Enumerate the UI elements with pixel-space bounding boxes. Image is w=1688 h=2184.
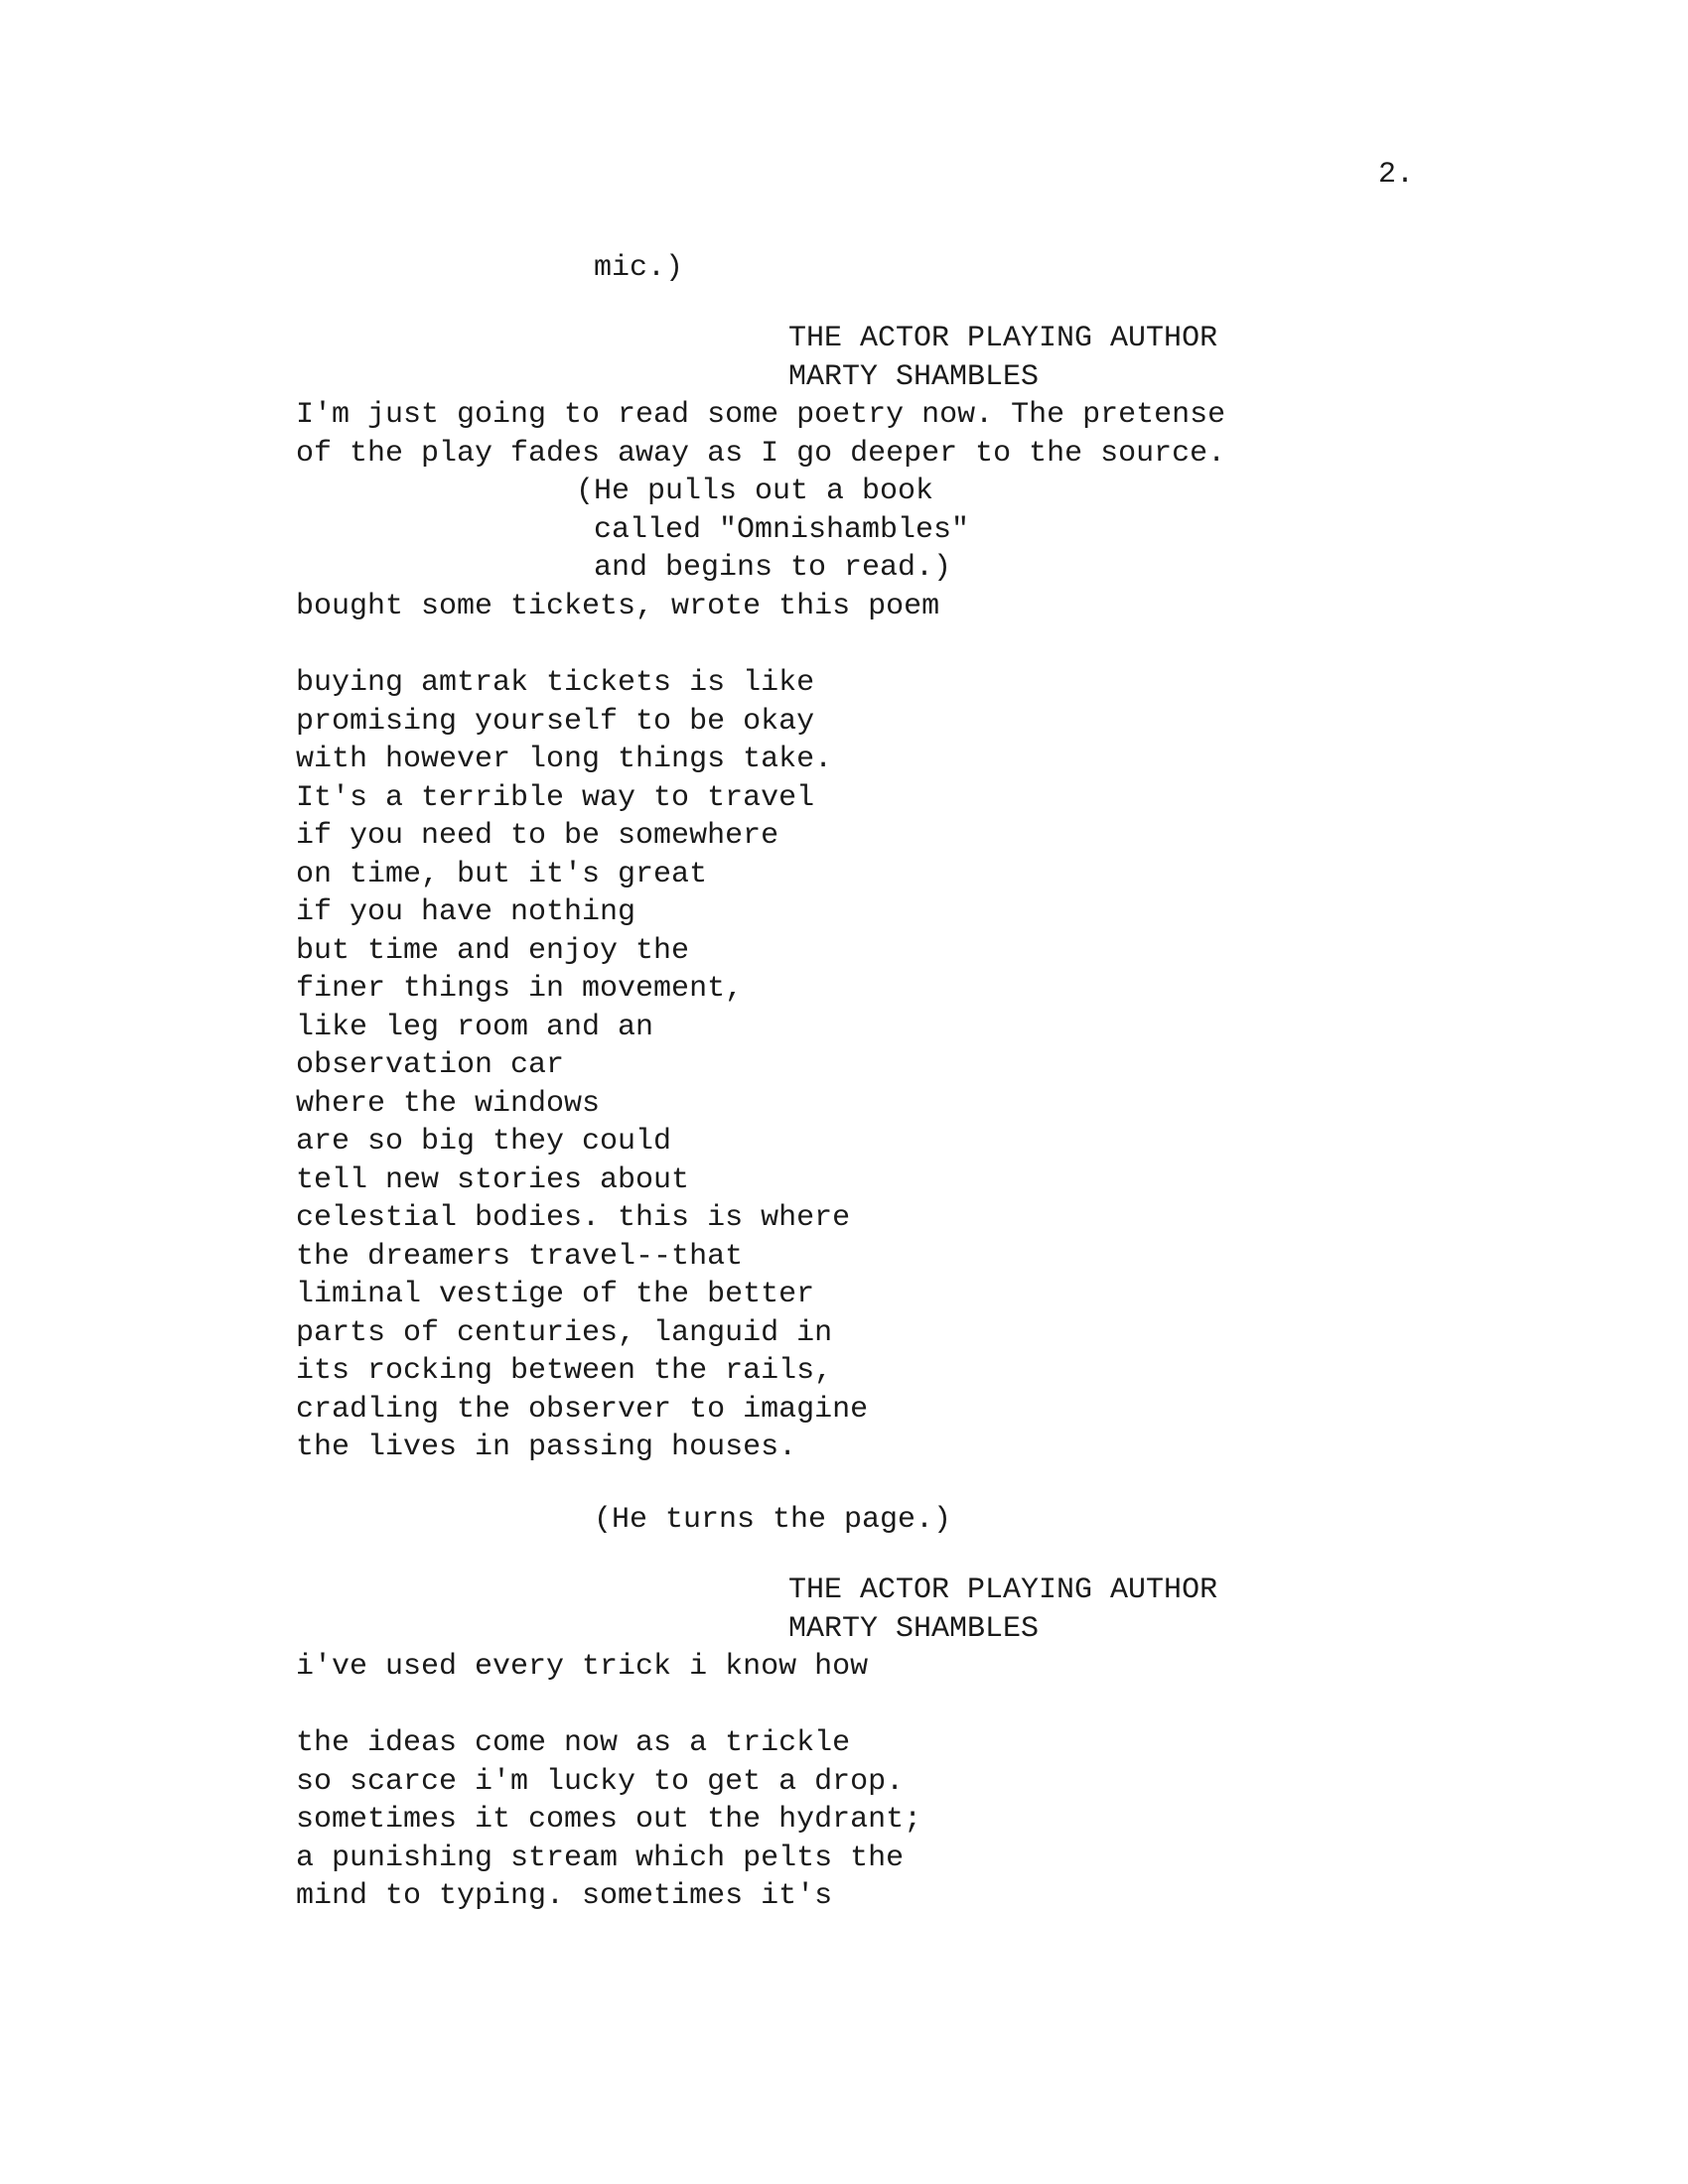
poem-block-2 bbox=[296, 1648, 921, 1916]
parenthetical-line: and begins to read.) bbox=[594, 551, 952, 585]
poem-line: a punishing stream which pelts the bbox=[296, 1841, 905, 1875]
page-number: 2. bbox=[1378, 158, 1415, 192]
character-name-line: THE ACTOR PLAYING AUTHOR bbox=[788, 322, 1218, 355]
poem-line: the lives in passing houses. bbox=[296, 1431, 797, 1464]
poem-line: liminal vestige of the better bbox=[296, 1278, 815, 1311]
character-cue-1 bbox=[788, 320, 1217, 396]
poem-line: celestial bodies. this is where bbox=[296, 1201, 851, 1235]
poem-line: if you need to be somewhere bbox=[296, 819, 779, 853]
poem-block-1 bbox=[296, 588, 939, 1467]
poem-line: sometimes it comes out the hydrant; bbox=[296, 1803, 922, 1837]
poem-line: like leg room and an bbox=[296, 1010, 654, 1044]
character-name-line: MARTY SHAMBLES bbox=[788, 359, 1040, 394]
continued-parenthetical: mic.) bbox=[594, 251, 684, 285]
poem-line: the ideas come now as a trickle bbox=[296, 1726, 851, 1760]
dialogue-line: of the play fades away as I go deeper to the source. bbox=[296, 436, 1226, 471]
poem-line: on time, but it's great bbox=[296, 857, 708, 891]
character-name-line: MARTY SHAMBLES bbox=[788, 1611, 1040, 1646]
poem-line: are so big they could bbox=[296, 1125, 672, 1159]
poem-line bbox=[296, 1687, 921, 1725]
poem-line bbox=[296, 626, 939, 665]
poem-line: promising yourself to be okay bbox=[296, 704, 815, 739]
poem-line: its rocking between the rails, bbox=[296, 1354, 833, 1388]
poem-line: if you have nothing bbox=[296, 895, 636, 929]
poem-line: parts of centuries, languid in bbox=[296, 1315, 833, 1350]
poem-line: observation car bbox=[296, 1048, 565, 1082]
poem-line: the dreamers travel--that bbox=[296, 1239, 744, 1274]
poem-line: finer things in movement, bbox=[296, 972, 744, 1006]
parenthetical-line: (He pulls out a book bbox=[576, 475, 934, 508]
parenthetical-1 bbox=[576, 473, 969, 588]
poem-line: buying amtrak tickets is like bbox=[296, 666, 815, 700]
poem-line: with however long things take. bbox=[296, 743, 833, 776]
stage-direction: (He turns the page.) bbox=[594, 1503, 952, 1537]
poem-line: but time and enjoy the bbox=[296, 933, 690, 968]
dialogue-block-1 bbox=[296, 396, 1225, 473]
dialogue-line: I'm just going to read some poetry now. The pretense bbox=[296, 398, 1226, 432]
character-name-line: THE ACTOR PLAYING AUTHOR bbox=[788, 1573, 1218, 1607]
poem-line: It's a terrible way to travel bbox=[296, 780, 815, 815]
character-cue-2 bbox=[788, 1571, 1217, 1648]
poem-line: i've used every trick i know how bbox=[296, 1650, 869, 1684]
poem-line: cradling the observer to imagine bbox=[296, 1392, 869, 1427]
poem-line: tell new stories about bbox=[296, 1162, 690, 1197]
poem-line: mind to typing. sometimes it's bbox=[296, 1879, 833, 1913]
poem-line: where the windows bbox=[296, 1086, 601, 1121]
poem-line: bought some tickets, wrote this poem bbox=[296, 590, 940, 623]
parenthetical-line: called "Omnishambles" bbox=[594, 512, 970, 547]
poem-line: so scarce i'm lucky to get a drop. bbox=[296, 1764, 905, 1799]
